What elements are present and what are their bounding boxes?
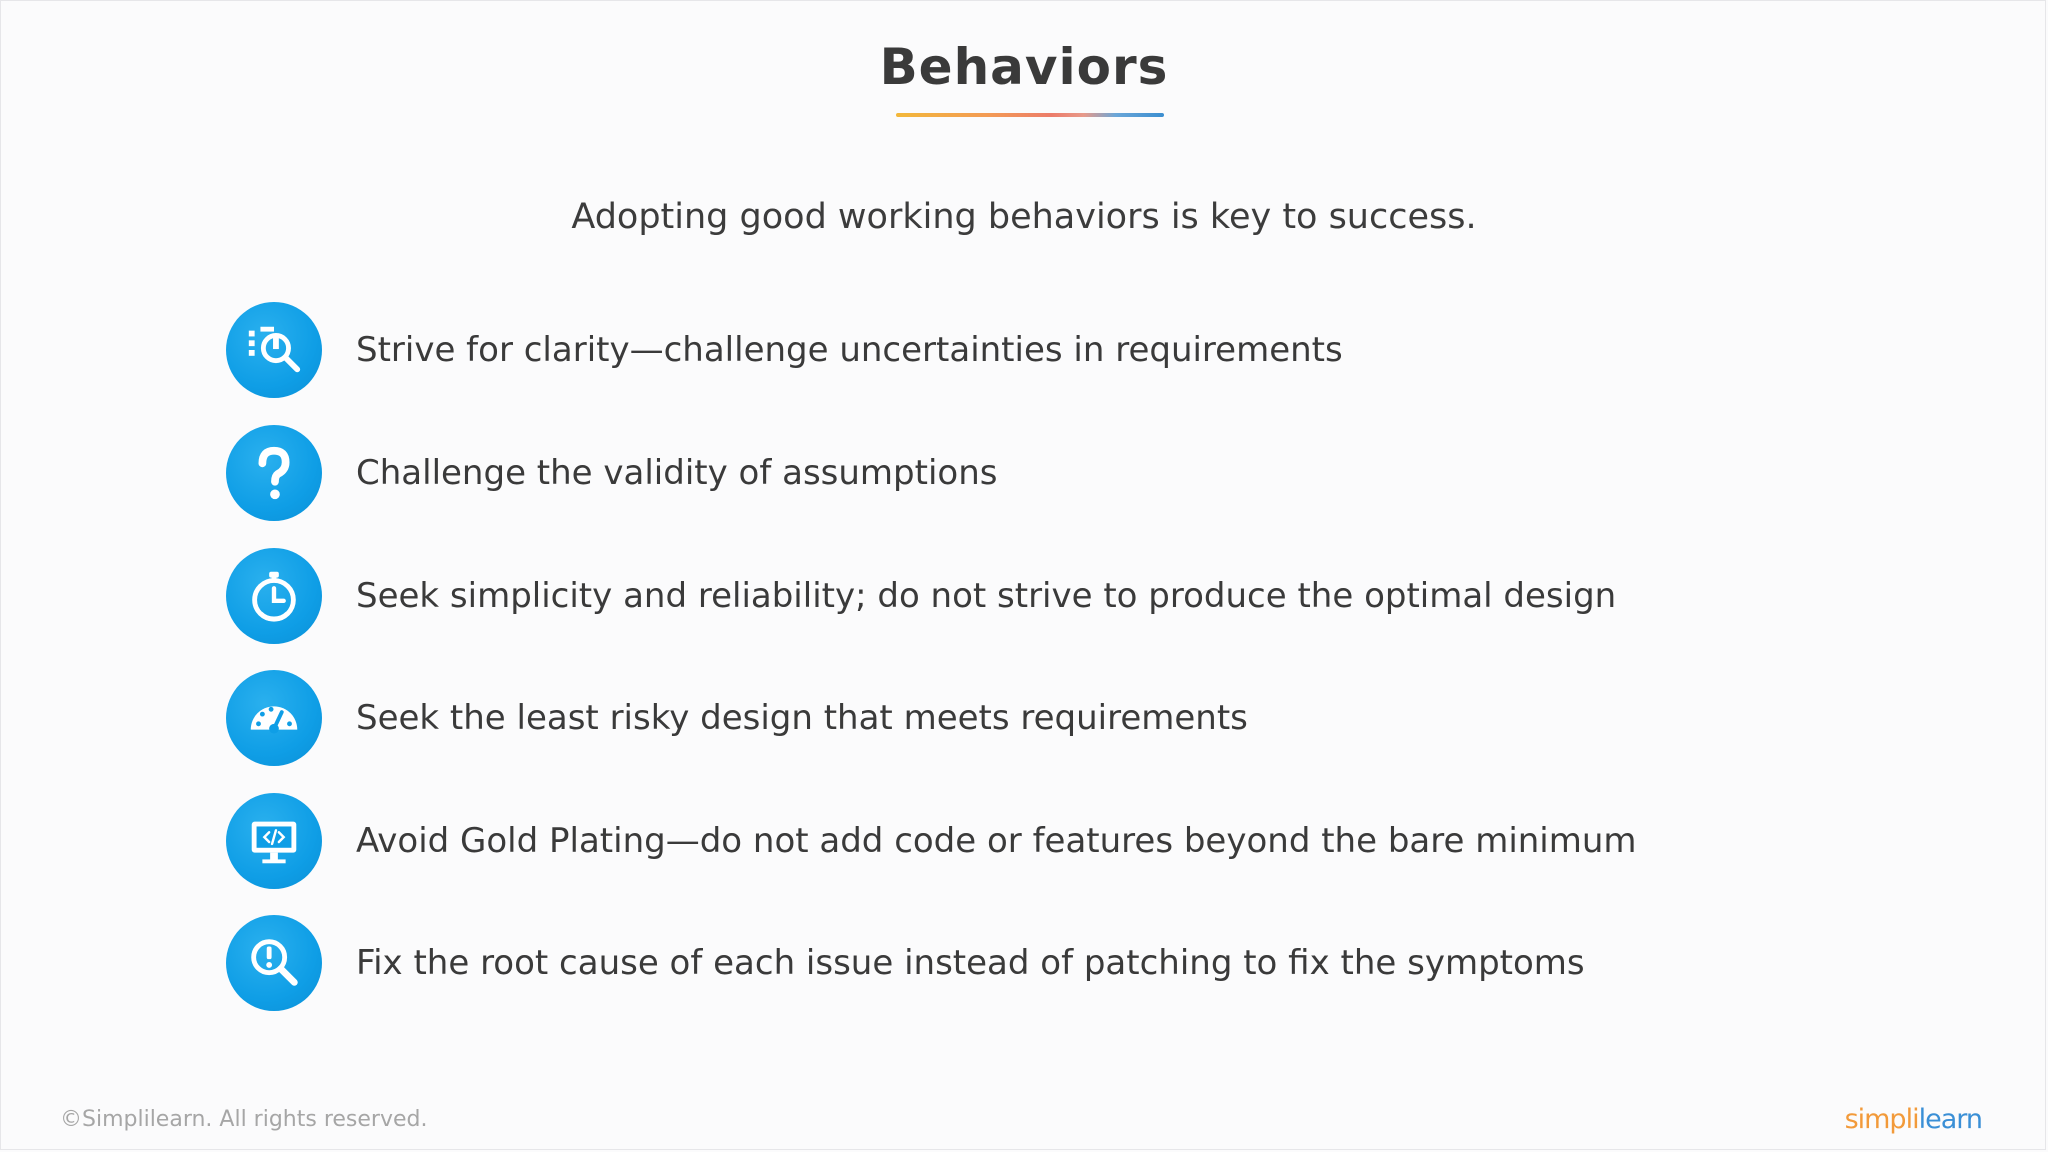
gauge-icon — [226, 670, 322, 766]
simplilearn-logo — [1845, 1104, 1982, 1135]
list-item-text: Seek simplicity and reliability; do not strive to produce the optimal design — [356, 576, 1617, 616]
list-item-text: Avoid Gold Plating—do not add code or features beyond the bare minimum — [356, 821, 1637, 861]
logo-part-3: learn — [1918, 1104, 1982, 1135]
slide-title: Behaviors — [879, 38, 1169, 96]
logo-part-1: simpl — [1844, 1104, 1913, 1135]
title-underline — [896, 113, 1164, 117]
clarity-search-icon — [226, 302, 322, 398]
list-item — [226, 424, 1926, 522]
list-item-text: Challenge the validity of assumptions — [356, 453, 998, 493]
copyright-notice: ©Simplilearn. All rights reserved. — [60, 1107, 428, 1132]
code-monitor-icon — [226, 793, 322, 889]
list-item-text: Fix the root cause of each issue instead of patching to fix the symptoms — [356, 943, 1585, 983]
list-item — [226, 792, 1926, 890]
slide-subtitle: Adopting good working behaviors is key to success. — [571, 197, 1477, 237]
list-item — [226, 669, 1926, 767]
list-item — [226, 301, 1926, 399]
alert-search-icon — [226, 915, 322, 1011]
logo-part-2: i — [1912, 1104, 1919, 1135]
question-icon — [226, 425, 322, 521]
list-item-text: Strive for clarity—challenge uncertainties in requirements — [356, 330, 1343, 370]
list-item-text: Seek the least risky design that meets requirements — [356, 698, 1248, 738]
stopwatch-icon — [226, 548, 322, 644]
list-item — [226, 547, 1926, 645]
list-item — [226, 914, 1926, 1012]
